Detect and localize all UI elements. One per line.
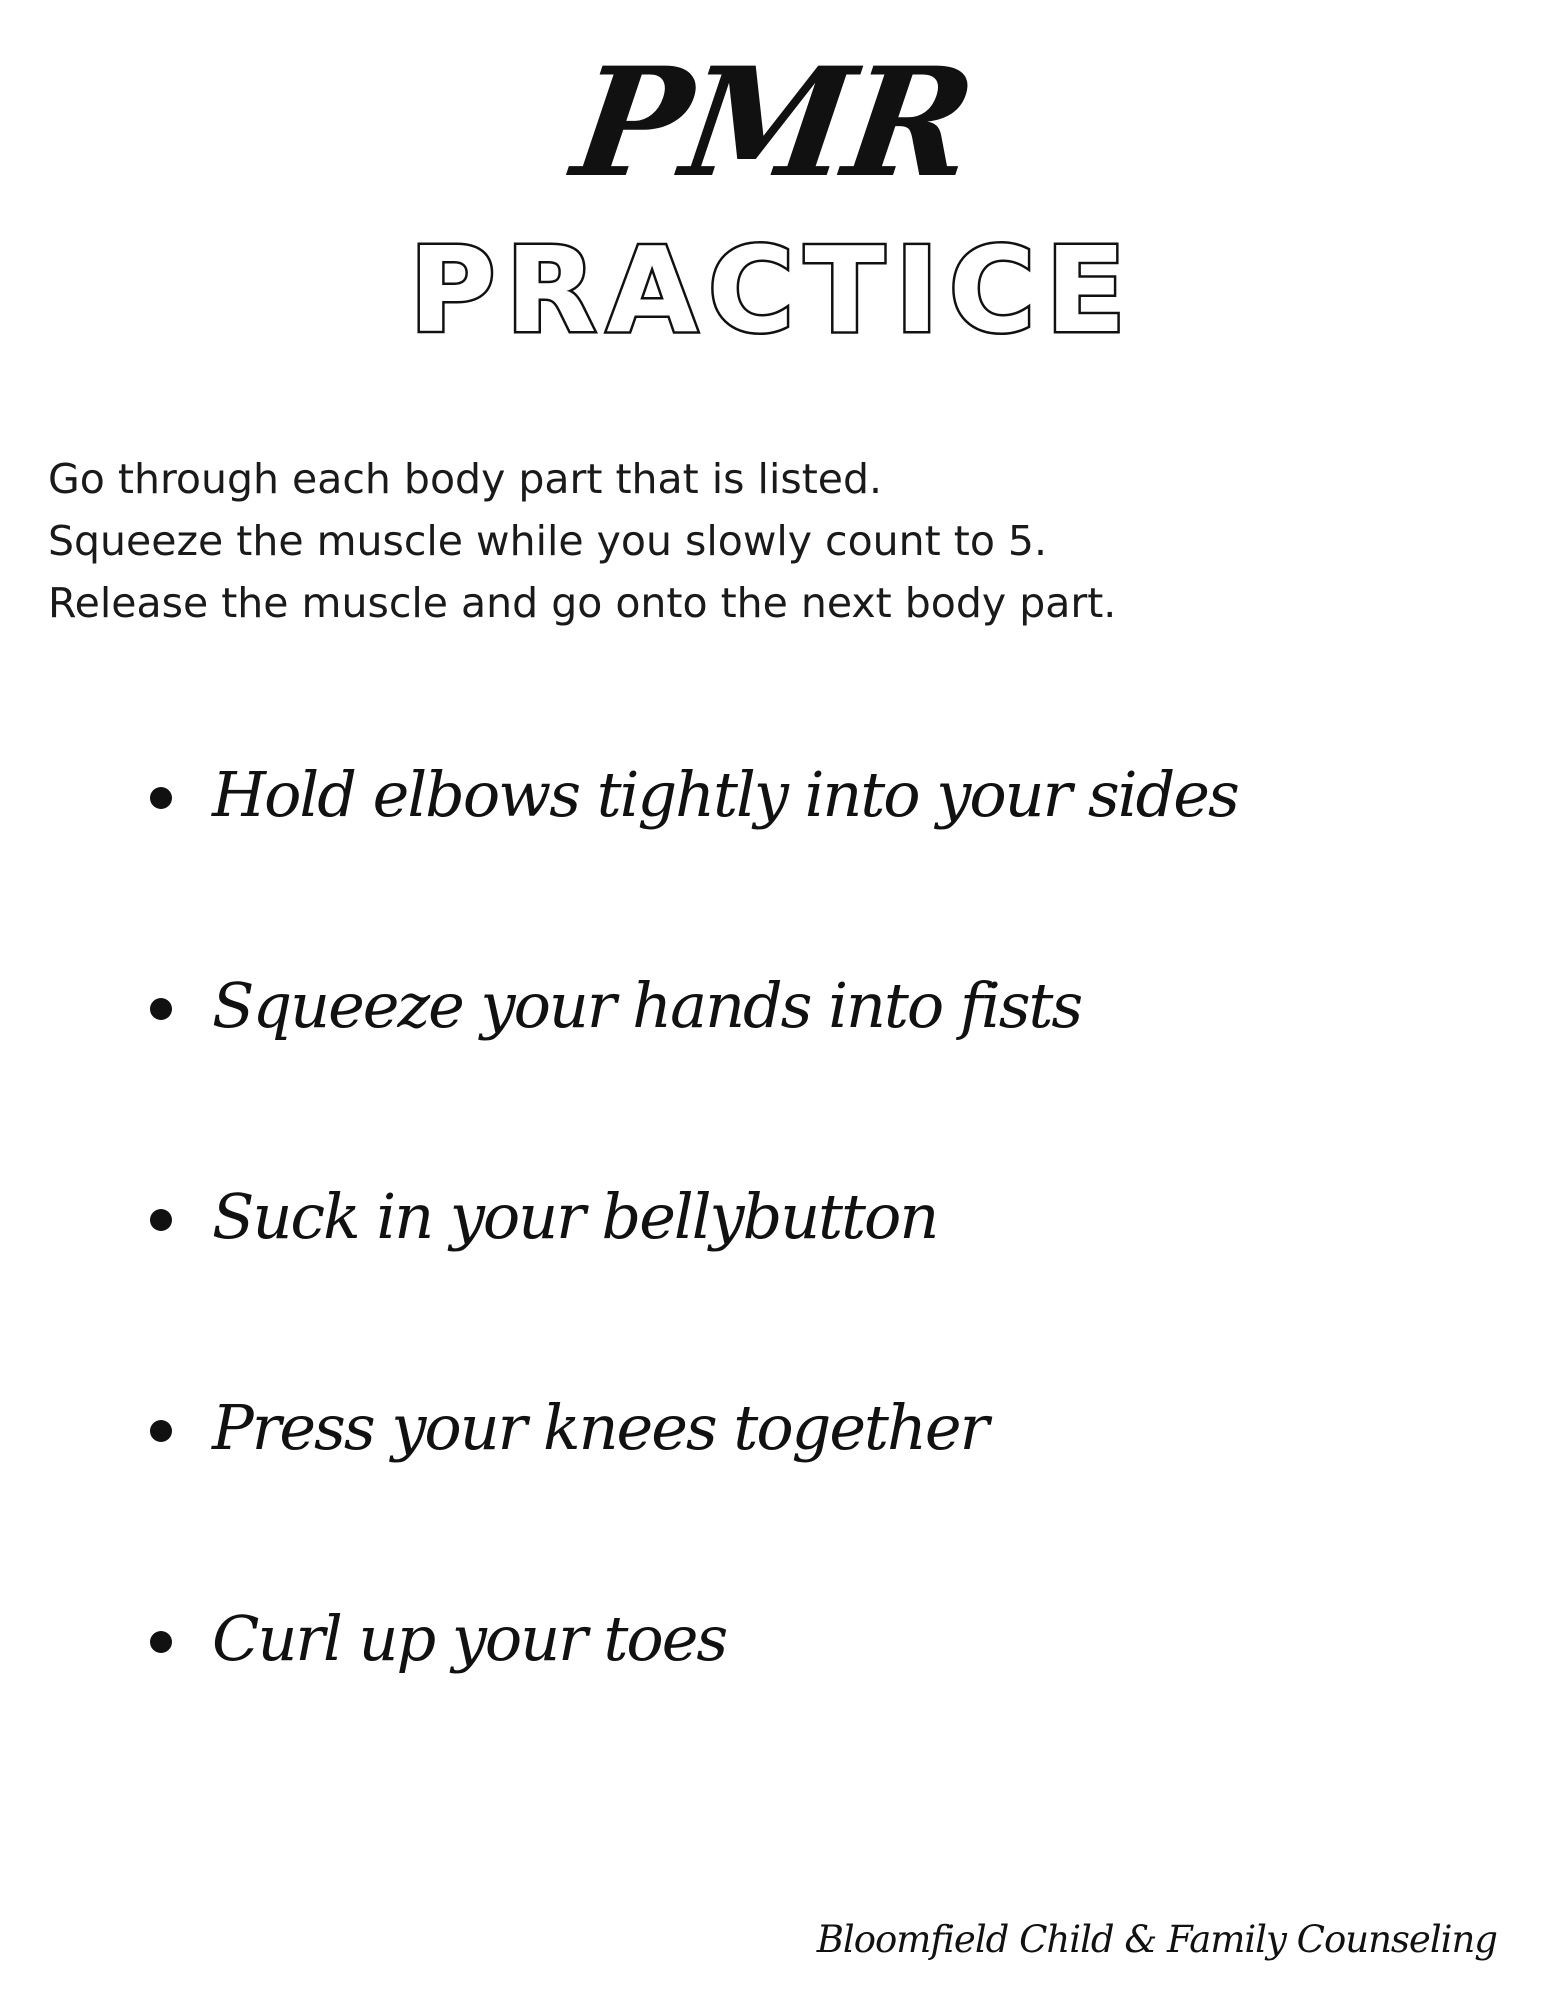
instructions-block — [48, 448, 1448, 634]
step-text: Squeeze your hands into fists — [212, 969, 1082, 1042]
footer-organization: Bloomfield Child & Family Counseling — [816, 1918, 1497, 1961]
step-text: Press your knees together — [212, 1391, 988, 1464]
list-item — [150, 1589, 1450, 1800]
instruction-line: Squeeze the muscle while you slowly count to 5. — [48, 517, 1048, 565]
bullet-icon — [150, 1420, 172, 1442]
instruction-line: Release the muscle and go onto the next body part. — [48, 579, 1117, 627]
step-text: Hold elbows tightly into your sides — [212, 758, 1238, 831]
page-title-outline: PRACTICE — [409, 221, 1136, 359]
list-item — [150, 745, 1450, 956]
bullet-icon — [150, 1631, 172, 1653]
instruction-line: Go through each body part that is listed. — [48, 455, 883, 503]
step-text: Suck in your bellybutton — [212, 1180, 938, 1253]
bullet-icon — [150, 1209, 172, 1231]
step-text: Curl up your toes — [212, 1602, 727, 1675]
list-item — [150, 956, 1450, 1167]
list-item — [150, 1378, 1450, 1589]
bullet-icon — [150, 787, 172, 809]
page-title-script: PMR — [564, 35, 981, 211]
list-item — [150, 1167, 1450, 1378]
bullet-icon — [150, 998, 172, 1020]
steps-list — [150, 745, 1450, 1800]
